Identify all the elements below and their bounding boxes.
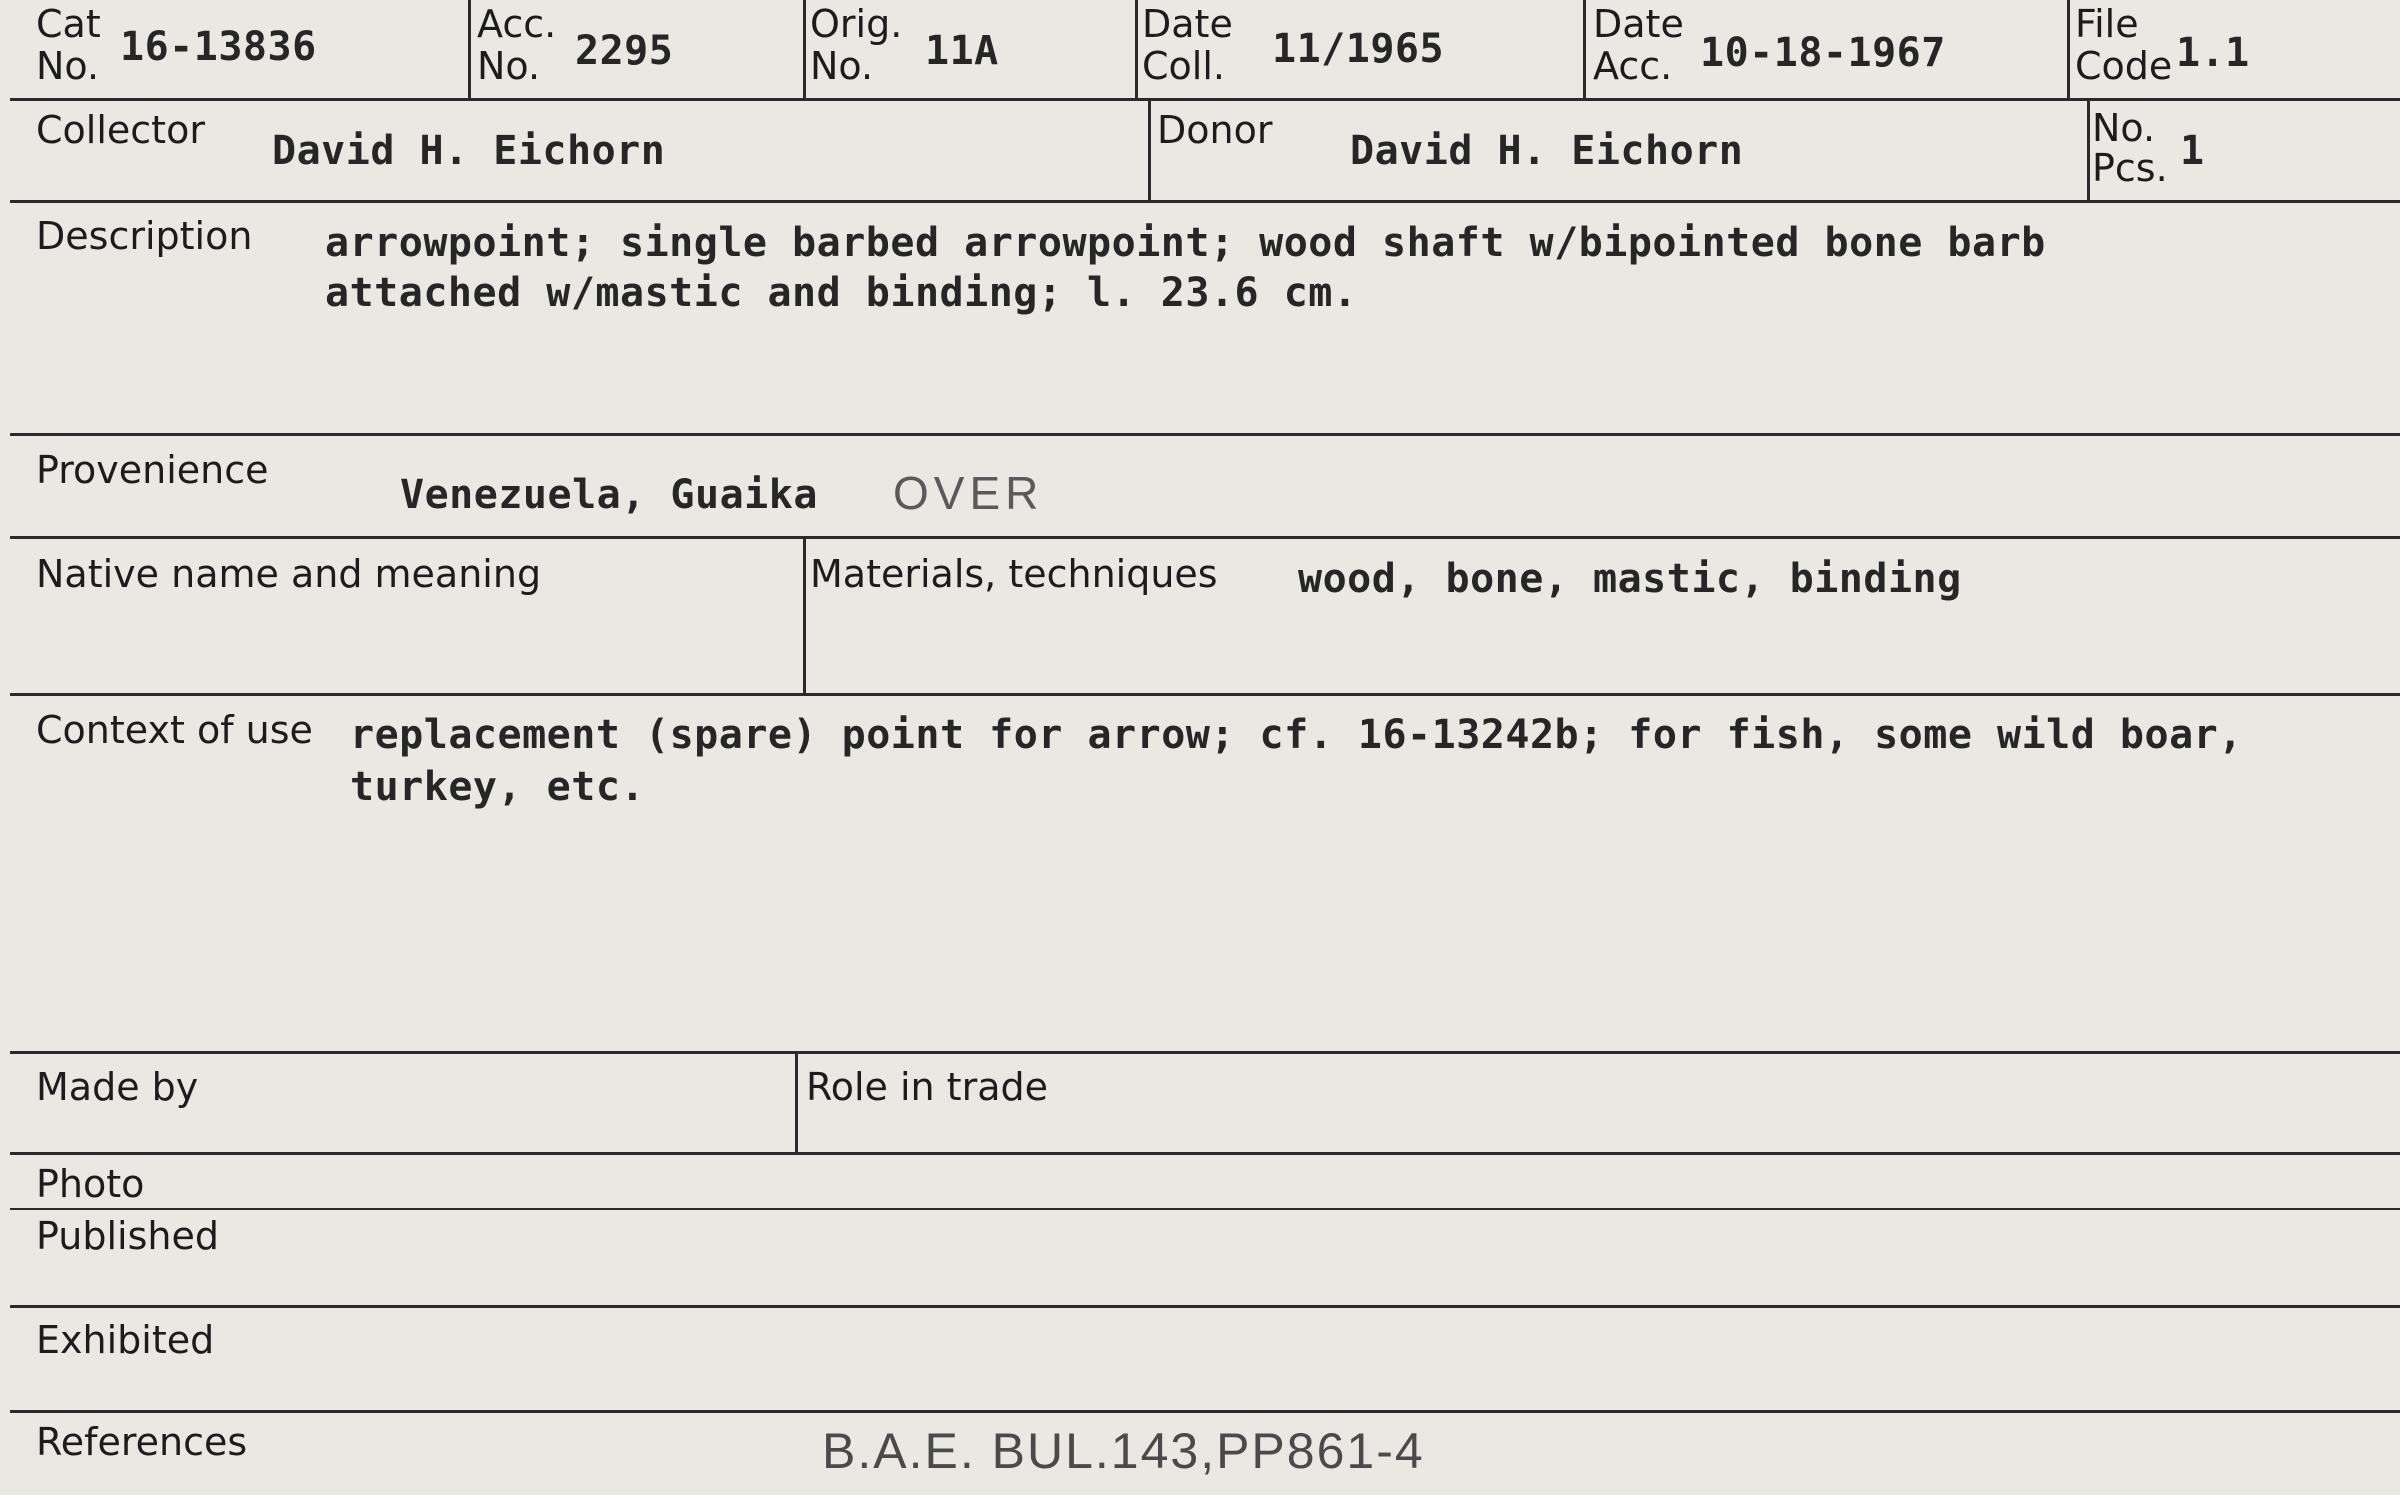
materials-value: wood, bone, mastic, binding — [1298, 556, 1962, 602]
divider — [10, 693, 2400, 696]
date-acc-value: 10-18-1967 — [1700, 30, 1946, 76]
divider — [2087, 98, 2090, 200]
over-stamp: OVER — [893, 467, 1044, 519]
materials-label: Materials, techniques — [810, 552, 1218, 596]
divider — [10, 1305, 2400, 1308]
acc-no-label: No. — [477, 44, 541, 88]
orig-no-label: No. — [810, 44, 874, 88]
file-code-label: Code — [2075, 44, 2173, 88]
divider — [10, 1208, 2400, 1210]
divider — [10, 1051, 2400, 1054]
references-value: B.A.E. BUL.143,PP861-4 — [822, 1423, 1425, 1479]
divider — [10, 536, 2400, 539]
divider — [1583, 0, 1586, 98]
references-label: References — [36, 1420, 248, 1464]
native-name-label: Native name and meaning — [36, 552, 542, 596]
pieces-label: Pcs. — [2092, 146, 2168, 190]
divider — [2067, 0, 2070, 98]
divider — [10, 200, 2400, 203]
pieces-value: 1 — [2180, 128, 2205, 174]
exhibited-label: Exhibited — [36, 1318, 215, 1362]
cat-no-value: 16-13836 — [120, 24, 317, 70]
divider — [10, 433, 2400, 436]
donor-label: Donor — [1157, 108, 1273, 152]
made-by-label: Made by — [36, 1065, 199, 1109]
divider — [1135, 0, 1138, 98]
role-in-trade-label: Role in trade — [806, 1065, 1048, 1109]
acc-no-label: Acc. — [477, 2, 557, 46]
orig-no-label: Orig. — [810, 2, 903, 46]
collector-value: David H. Eichorn — [272, 128, 666, 174]
orig-no-value: 11A — [925, 28, 999, 74]
photo-label: Photo — [36, 1162, 145, 1206]
description-line: attached w/mastic and binding; l. 23.6 cm. — [325, 270, 1358, 316]
description-line: arrowpoint; single barbed arrowpoint; wood shaft w/bipointed bone barb — [325, 220, 2046, 266]
donor-value: David H. Eichorn — [1350, 128, 1744, 174]
pieces-label: No. — [2092, 106, 2156, 150]
acc-no-value: 2295 — [575, 28, 674, 74]
file-code-label: File — [2075, 2, 2139, 46]
divider — [803, 536, 806, 693]
collector-label: Collector — [36, 108, 205, 152]
divider — [803, 0, 806, 98]
description-label: Description — [36, 214, 253, 258]
file-code-value: 1.1 — [2176, 30, 2250, 76]
divider — [1148, 98, 1151, 200]
context-line: replacement (spare) point for arrow; cf. 16-13242b; for fish, some wild boar, — [350, 712, 2243, 758]
date-acc-label: Acc. — [1593, 44, 1673, 88]
context-line: turkey, etc. — [350, 764, 645, 810]
date-coll-label: Coll. — [1142, 44, 1225, 88]
provenience-value: Venezuela, Guaika — [400, 472, 818, 518]
divider — [10, 1152, 2400, 1155]
date-acc-label: Date — [1593, 2, 1684, 46]
divider — [795, 1051, 798, 1152]
divider — [10, 1410, 2400, 1413]
divider — [468, 0, 471, 98]
cat-no-label: Cat — [36, 2, 101, 46]
published-label: Published — [36, 1214, 219, 1258]
date-coll-value: 11/1965 — [1272, 26, 1445, 72]
date-coll-label: Date — [1142, 2, 1233, 46]
provenience-label: Provenience — [36, 448, 269, 492]
cat-no-label: No. — [36, 44, 100, 88]
divider — [10, 98, 2400, 101]
context-label: Context of use — [36, 708, 313, 752]
